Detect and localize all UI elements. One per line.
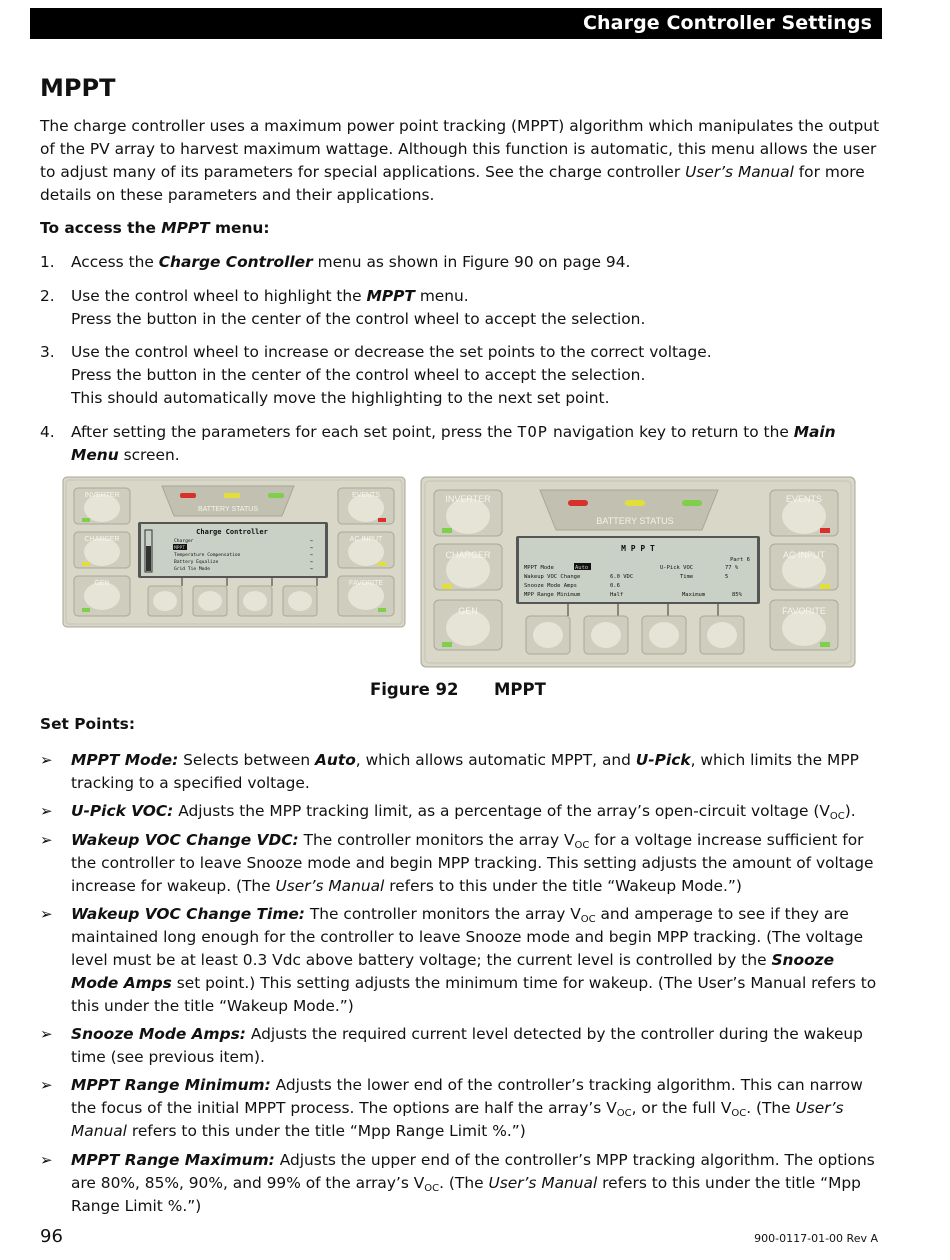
svg-text:CHARGER: CHARGER <box>84 536 120 543</box>
svg-text:FAVORITE: FAVORITE <box>348 580 384 587</box>
svg-text:6.0 VDC: 6.0 VDC <box>610 574 634 580</box>
status-led-yellow <box>625 500 645 506</box>
lcd-title: M P P T <box>621 544 655 553</box>
svg-text:Maximum: Maximum <box>682 592 706 598</box>
svg-text:Time: Time <box>680 574 694 580</box>
status-led-red <box>568 500 588 506</box>
top-key-label: TOP <box>517 423 549 441</box>
lcd-menu-item: Grid Tie Mode <box>174 567 210 572</box>
intro-paragraph: The charge controller uses a maximum power point tracking (MPPT) algorithm which manipulates the output of the PV array to harvest maximum wattage. Although this function is automatic, this menu allows the user to adjust many of its parameters for special applications. See the charge controller User’s Manual for more details on these parameters and their applications. <box>40 117 880 204</box>
lcd-title: Charge Controller <box>196 528 268 536</box>
svg-text:5: 5 <box>725 574 729 580</box>
arrow-bullet-icon: ➢ <box>40 1076 53 1094</box>
battery-status-label: BATTERY STATUS <box>197 506 259 513</box>
arrow-bullet-icon: ➢ <box>40 751 53 769</box>
svg-text:INVERTER: INVERTER <box>84 492 120 499</box>
svg-text:GEN: GEN <box>94 580 110 587</box>
svg-text:Snooze Mode Amps: Snooze Mode Amps <box>524 583 577 589</box>
status-led-green <box>268 493 284 498</box>
lcd-menu-item-selected: MPPT <box>174 546 186 551</box>
document-id: 900-0117-01-00 Rev A <box>754 1232 878 1245</box>
left-mode-buttons <box>434 490 502 650</box>
access-heading: To access the MPPT menu: <box>40 219 270 237</box>
svg-text:MPP Range Minimum: MPP Range Minimum <box>524 592 581 598</box>
figure-number: Figure 92 <box>370 680 459 699</box>
svg-text:77 %: 77 % <box>725 565 739 571</box>
svg-text:AC INPUT: AC INPUT <box>782 550 826 560</box>
svg-text:CHARGER: CHARGER <box>445 550 491 560</box>
set-points-heading: Set Points: <box>40 715 135 733</box>
svg-text:GEN: GEN <box>458 606 478 616</box>
svg-text:Half: Half <box>610 592 624 598</box>
svg-text:EVENTS: EVENTS <box>351 492 381 499</box>
svg-text:INVERTER: INVERTER <box>445 494 491 504</box>
arrow-bullet-icon: ➢ <box>40 1025 53 1043</box>
status-led-yellow <box>224 493 240 498</box>
svg-text:→: → <box>310 553 313 558</box>
section-title: Charge Controller Settings <box>583 12 872 34</box>
svg-text:Part 6: Part 6 <box>730 557 750 563</box>
arrow-bullet-icon: ➢ <box>40 905 53 923</box>
svg-text:→: → <box>310 546 313 551</box>
section-header-bar <box>30 8 882 39</box>
charge-controller-menu-panel <box>62 476 406 628</box>
right-mode-buttons <box>770 490 838 650</box>
svg-text:→: → <box>310 539 313 544</box>
right-mode-buttons <box>338 488 394 616</box>
lcd-menu-item: Temperature Compensation <box>174 553 241 558</box>
svg-text:→: → <box>310 560 313 565</box>
arrow-bullet-icon: ➢ <box>40 1151 53 1169</box>
page-title: MPPT <box>40 74 116 102</box>
svg-text:AC INPUT: AC INPUT <box>349 536 383 543</box>
svg-text:FAVORITE: FAVORITE <box>782 606 826 616</box>
lcd-menu-item: Battery Equalize <box>174 560 219 565</box>
svg-text:EVENTS: EVENTS <box>785 494 823 504</box>
svg-text:Auto: Auto <box>575 565 589 571</box>
arrow-bullet-icon: ➢ <box>40 831 53 849</box>
svg-text:MPPT Mode: MPPT Mode <box>524 565 554 571</box>
status-led-red <box>180 493 196 498</box>
figure-name: MPPT <box>494 680 546 699</box>
lcd-menu-item: Charger <box>174 539 194 544</box>
svg-text:85%: 85% <box>732 592 742 598</box>
left-mode-buttons <box>74 488 130 616</box>
svg-text:→: → <box>310 567 313 572</box>
mppt-menu-panel <box>420 476 856 668</box>
status-led-green <box>682 500 702 506</box>
battery-status-label: BATTERY STATUS <box>596 516 674 526</box>
svg-text:U-Pick VOC: U-Pick VOC <box>660 565 694 571</box>
page-number: 96 <box>40 1226 63 1247</box>
svg-text:0.6: 0.6 <box>610 583 620 589</box>
svg-text:Wakeup VOC Change: Wakeup VOC Change <box>524 574 581 580</box>
arrow-bullet-icon: ➢ <box>40 802 53 820</box>
